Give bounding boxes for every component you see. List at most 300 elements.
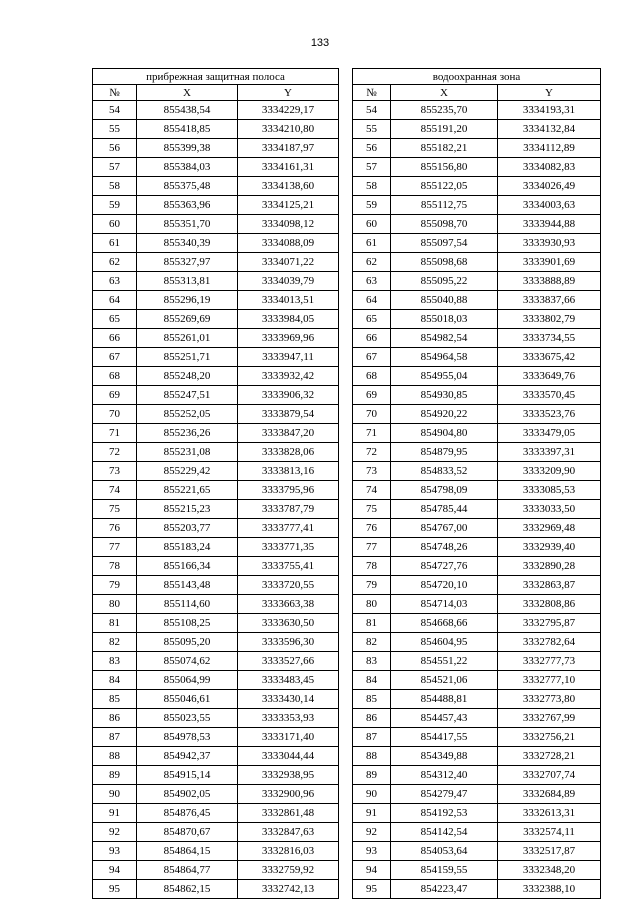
right-x-value: 854349,88	[391, 747, 498, 766]
right-point-number: 90	[353, 785, 391, 804]
column-gap	[339, 85, 353, 101]
left-point-number: 93	[93, 842, 137, 861]
right-y-value: 3332517,87	[498, 842, 601, 861]
table-row	[93, 101, 601, 120]
right-y-value: 3333901,69	[498, 253, 601, 272]
right-y-value: 3334193,31	[498, 101, 601, 120]
left-point-number: 82	[93, 633, 137, 652]
left-x-value: 855215,23	[137, 500, 238, 519]
left-x-value: 855229,42	[137, 462, 238, 481]
left-y-value: 3334071,22	[238, 253, 339, 272]
right-header-number: №	[353, 85, 391, 101]
left-y-value: 3332742,13	[238, 880, 339, 899]
left-x-value: 855313,81	[137, 272, 238, 291]
left-y-value: 3333630,50	[238, 614, 339, 633]
right-y-value: 3333734,55	[498, 329, 601, 348]
table-row	[93, 804, 601, 823]
right-y-value: 3332969,48	[498, 519, 601, 538]
left-x-value: 855166,34	[137, 557, 238, 576]
right-point-number: 55	[353, 120, 391, 139]
section-title-row	[93, 69, 601, 85]
right-x-value: 854920,22	[391, 405, 498, 424]
right-x-value: 855097,54	[391, 234, 498, 253]
left-x-value: 855375,48	[137, 177, 238, 196]
left-point-number: 91	[93, 804, 137, 823]
right-y-value: 3332684,89	[498, 785, 601, 804]
right-x-value: 855018,03	[391, 310, 498, 329]
left-x-value: 854942,37	[137, 747, 238, 766]
table-row	[93, 880, 601, 899]
table-row	[93, 405, 601, 424]
column-gap	[339, 424, 353, 443]
right-point-number: 87	[353, 728, 391, 747]
left-y-value: 3333720,55	[238, 576, 339, 595]
left-point-number: 85	[93, 690, 137, 709]
right-x-value: 854955,04	[391, 367, 498, 386]
left-y-value: 3333879,54	[238, 405, 339, 424]
column-gap	[339, 101, 353, 120]
table-row	[93, 481, 601, 500]
left-point-number: 63	[93, 272, 137, 291]
left-header-number: №	[93, 85, 137, 101]
left-y-value: 3333353,93	[238, 709, 339, 728]
left-point-number: 54	[93, 101, 137, 120]
left-point-number: 68	[93, 367, 137, 386]
column-gap	[339, 272, 353, 291]
left-x-value: 855269,69	[137, 310, 238, 329]
column-gap	[339, 291, 353, 310]
left-x-value: 854870,67	[137, 823, 238, 842]
column-gap	[339, 69, 353, 85]
right-x-value: 854904,80	[391, 424, 498, 443]
left-y-value: 3334210,80	[238, 120, 339, 139]
left-point-number: 77	[93, 538, 137, 557]
right-y-value: 3334082,83	[498, 158, 601, 177]
right-point-number: 91	[353, 804, 391, 823]
right-x-value: 855098,68	[391, 253, 498, 272]
table-row	[93, 443, 601, 462]
table-row	[93, 690, 601, 709]
right-point-number: 72	[353, 443, 391, 462]
left-point-number: 61	[93, 234, 137, 253]
left-y-value: 3334088,09	[238, 234, 339, 253]
right-x-value: 854142,54	[391, 823, 498, 842]
right-x-value: 854457,43	[391, 709, 498, 728]
left-y-value: 3333906,32	[238, 386, 339, 405]
right-y-value: 3333033,50	[498, 500, 601, 519]
right-y-value: 3332728,21	[498, 747, 601, 766]
table-row	[93, 557, 601, 576]
right-point-number: 68	[353, 367, 391, 386]
column-gap	[339, 823, 353, 842]
right-point-number: 73	[353, 462, 391, 481]
left-x-value: 854902,05	[137, 785, 238, 804]
right-point-number: 93	[353, 842, 391, 861]
right-point-number: 64	[353, 291, 391, 310]
right-y-value: 3334003,63	[498, 196, 601, 215]
left-x-value: 855221,65	[137, 481, 238, 500]
left-point-number: 87	[93, 728, 137, 747]
left-point-number: 56	[93, 139, 137, 158]
right-y-value: 3332782,64	[498, 633, 601, 652]
left-y-value: 3334161,31	[238, 158, 339, 177]
table-row	[93, 272, 601, 291]
table-row	[93, 424, 601, 443]
right-point-number: 95	[353, 880, 391, 899]
table-row	[93, 519, 601, 538]
right-point-number: 79	[353, 576, 391, 595]
right-x-value: 854279,47	[391, 785, 498, 804]
left-header-y: Y	[238, 85, 339, 101]
column-gap	[339, 804, 353, 823]
left-point-number: 60	[93, 215, 137, 234]
right-x-value: 854930,85	[391, 386, 498, 405]
column-gap	[339, 709, 353, 728]
right-section-title: водоохранная зона	[353, 69, 601, 85]
column-gap	[339, 576, 353, 595]
column-gap	[339, 500, 353, 519]
right-x-value: 855098,70	[391, 215, 498, 234]
left-y-value: 3333932,42	[238, 367, 339, 386]
right-x-value: 854668,66	[391, 614, 498, 633]
left-header-x: X	[137, 85, 238, 101]
coordinates-table	[92, 68, 601, 899]
left-y-value: 3332861,48	[238, 804, 339, 823]
right-y-value: 3333649,76	[498, 367, 601, 386]
table-row	[93, 253, 601, 272]
left-y-value: 3332900,96	[238, 785, 339, 804]
left-point-number: 58	[93, 177, 137, 196]
right-x-value: 854879,95	[391, 443, 498, 462]
left-point-number: 70	[93, 405, 137, 424]
left-x-value: 854978,53	[137, 728, 238, 747]
left-x-value: 855261,01	[137, 329, 238, 348]
table-row	[93, 861, 601, 880]
left-y-value: 3334125,21	[238, 196, 339, 215]
right-x-value: 854767,00	[391, 519, 498, 538]
right-point-number: 71	[353, 424, 391, 443]
left-point-number: 69	[93, 386, 137, 405]
table-row	[93, 576, 601, 595]
right-point-number: 94	[353, 861, 391, 880]
table-row	[93, 614, 601, 633]
left-x-value: 855095,20	[137, 633, 238, 652]
left-point-number: 67	[93, 348, 137, 367]
column-gap	[339, 633, 353, 652]
left-point-number: 71	[93, 424, 137, 443]
table-row	[93, 671, 601, 690]
right-y-value: 3333085,53	[498, 481, 601, 500]
right-point-number: 67	[353, 348, 391, 367]
left-x-value: 854864,15	[137, 842, 238, 861]
left-y-value: 3334187,97	[238, 139, 339, 158]
column-gap	[339, 443, 353, 462]
right-y-value: 3332348,20	[498, 861, 601, 880]
right-y-value: 3333944,88	[498, 215, 601, 234]
column-gap	[339, 253, 353, 272]
right-point-number: 81	[353, 614, 391, 633]
right-point-number: 66	[353, 329, 391, 348]
left-y-value: 3333984,05	[238, 310, 339, 329]
column-gap	[339, 538, 353, 557]
right-x-value: 855122,05	[391, 177, 498, 196]
column-gap	[339, 348, 353, 367]
right-point-number: 59	[353, 196, 391, 215]
left-y-value: 3333483,45	[238, 671, 339, 690]
right-x-value: 854223,47	[391, 880, 498, 899]
left-y-value: 3333171,40	[238, 728, 339, 747]
left-y-value: 3334039,79	[238, 272, 339, 291]
column-gap	[339, 481, 353, 500]
left-point-number: 72	[93, 443, 137, 462]
right-x-value: 854982,54	[391, 329, 498, 348]
right-y-value: 3332777,73	[498, 652, 601, 671]
table-row	[93, 386, 601, 405]
left-x-value: 855384,03	[137, 158, 238, 177]
table-row	[93, 747, 601, 766]
right-y-value: 3334112,89	[498, 139, 601, 158]
left-x-value: 855438,54	[137, 101, 238, 120]
column-gap	[339, 614, 353, 633]
left-x-value: 854862,15	[137, 880, 238, 899]
right-y-value: 3334132,84	[498, 120, 601, 139]
right-point-number: 61	[353, 234, 391, 253]
right-y-value: 3332795,87	[498, 614, 601, 633]
column-gap	[339, 747, 353, 766]
right-y-value: 3334026,49	[498, 177, 601, 196]
left-y-value: 3332938,95	[238, 766, 339, 785]
column-gap	[339, 785, 353, 804]
left-x-value: 855418,85	[137, 120, 238, 139]
left-x-value: 855247,51	[137, 386, 238, 405]
column-gap	[339, 690, 353, 709]
right-point-number: 60	[353, 215, 391, 234]
right-point-number: 92	[353, 823, 391, 842]
right-y-value: 3332777,10	[498, 671, 601, 690]
right-x-value: 854720,10	[391, 576, 498, 595]
right-header-x: X	[391, 85, 498, 101]
left-point-number: 86	[93, 709, 137, 728]
left-point-number: 74	[93, 481, 137, 500]
right-y-value: 3333675,42	[498, 348, 601, 367]
left-y-value: 3332816,03	[238, 842, 339, 861]
right-y-value: 3333802,79	[498, 310, 601, 329]
left-point-number: 66	[93, 329, 137, 348]
right-point-number: 83	[353, 652, 391, 671]
left-point-number: 95	[93, 880, 137, 899]
column-gap	[339, 842, 353, 861]
right-y-value: 3332574,11	[498, 823, 601, 842]
right-y-value: 3332773,80	[498, 690, 601, 709]
right-point-number: 62	[353, 253, 391, 272]
left-point-number: 75	[93, 500, 137, 519]
page-number: 133	[310, 37, 330, 49]
left-point-number: 57	[93, 158, 137, 177]
left-x-value: 855251,71	[137, 348, 238, 367]
left-x-value: 855327,97	[137, 253, 238, 272]
right-point-number: 74	[353, 481, 391, 500]
left-point-number: 73	[93, 462, 137, 481]
right-point-number: 78	[353, 557, 391, 576]
right-header-y: Y	[498, 85, 601, 101]
column-gap	[339, 766, 353, 785]
right-x-value: 854312,40	[391, 766, 498, 785]
left-y-value: 3334013,51	[238, 291, 339, 310]
left-point-number: 81	[93, 614, 137, 633]
right-x-value: 854053,64	[391, 842, 498, 861]
left-point-number: 55	[93, 120, 137, 139]
left-section-title: прибрежная защитная полоса	[93, 69, 339, 85]
left-point-number: 79	[93, 576, 137, 595]
left-y-value: 3333755,41	[238, 557, 339, 576]
right-x-value: 854714,03	[391, 595, 498, 614]
left-x-value: 855143,48	[137, 576, 238, 595]
right-y-value: 3332808,86	[498, 595, 601, 614]
table-row	[93, 158, 601, 177]
right-x-value: 854785,44	[391, 500, 498, 519]
left-point-number: 92	[93, 823, 137, 842]
left-point-number: 88	[93, 747, 137, 766]
left-point-number: 84	[93, 671, 137, 690]
right-y-value: 3333209,90	[498, 462, 601, 481]
left-x-value: 855231,08	[137, 443, 238, 462]
right-point-number: 65	[353, 310, 391, 329]
right-point-number: 75	[353, 500, 391, 519]
column-header-row	[93, 85, 601, 101]
table-row	[93, 310, 601, 329]
table-row	[93, 766, 601, 785]
column-gap	[339, 234, 353, 253]
column-gap	[339, 557, 353, 576]
column-gap	[339, 310, 353, 329]
left-point-number: 90	[93, 785, 137, 804]
right-x-value: 855112,75	[391, 196, 498, 215]
table-row	[93, 595, 601, 614]
column-gap	[339, 177, 353, 196]
column-gap	[339, 158, 353, 177]
left-x-value: 855023,55	[137, 709, 238, 728]
left-x-value: 855351,70	[137, 215, 238, 234]
left-x-value: 855399,38	[137, 139, 238, 158]
right-point-number: 54	[353, 101, 391, 120]
right-x-value: 854604,95	[391, 633, 498, 652]
left-point-number: 80	[93, 595, 137, 614]
left-y-value: 3333771,35	[238, 538, 339, 557]
left-x-value: 855248,20	[137, 367, 238, 386]
right-x-value: 854833,52	[391, 462, 498, 481]
table-row	[93, 215, 601, 234]
right-point-number: 76	[353, 519, 391, 538]
left-point-number: 64	[93, 291, 137, 310]
column-gap	[339, 671, 353, 690]
right-y-value: 3333523,76	[498, 405, 601, 424]
table-row	[93, 234, 601, 253]
left-y-value: 3333044,44	[238, 747, 339, 766]
column-gap	[339, 462, 353, 481]
right-x-value: 854488,81	[391, 690, 498, 709]
right-y-value: 3333930,93	[498, 234, 601, 253]
right-point-number: 82	[353, 633, 391, 652]
right-y-value: 3333837,66	[498, 291, 601, 310]
column-gap	[339, 196, 353, 215]
table-row	[93, 348, 601, 367]
right-y-value: 3332756,21	[498, 728, 601, 747]
column-gap	[339, 386, 353, 405]
left-point-number: 94	[93, 861, 137, 880]
table-row	[93, 709, 601, 728]
right-y-value: 3333570,45	[498, 386, 601, 405]
right-point-number: 56	[353, 139, 391, 158]
left-y-value: 3333969,96	[238, 329, 339, 348]
left-point-number: 76	[93, 519, 137, 538]
left-x-value: 854915,14	[137, 766, 238, 785]
left-y-value: 3333787,79	[238, 500, 339, 519]
left-y-value: 3333663,38	[238, 595, 339, 614]
left-x-value: 855296,19	[137, 291, 238, 310]
table-row	[93, 367, 601, 386]
right-point-number: 57	[353, 158, 391, 177]
right-point-number: 63	[353, 272, 391, 291]
left-y-value: 3332847,63	[238, 823, 339, 842]
table-row	[93, 823, 601, 842]
left-y-value: 3333777,41	[238, 519, 339, 538]
right-x-value: 854748,26	[391, 538, 498, 557]
left-x-value: 855108,25	[137, 614, 238, 633]
right-y-value: 3333888,89	[498, 272, 601, 291]
column-gap	[339, 329, 353, 348]
left-point-number: 59	[93, 196, 137, 215]
right-x-value: 855156,80	[391, 158, 498, 177]
right-x-value: 854417,55	[391, 728, 498, 747]
column-gap	[339, 405, 353, 424]
left-x-value: 855064,99	[137, 671, 238, 690]
table-row	[93, 139, 601, 158]
right-y-value: 3332890,28	[498, 557, 601, 576]
table-row	[93, 462, 601, 481]
table-row	[93, 500, 601, 519]
left-y-value: 3332759,92	[238, 861, 339, 880]
column-gap	[339, 652, 353, 671]
table-row	[93, 196, 601, 215]
right-x-value: 854521,06	[391, 671, 498, 690]
right-point-number: 89	[353, 766, 391, 785]
table-row	[93, 177, 601, 196]
table-row	[93, 652, 601, 671]
column-gap	[339, 728, 353, 747]
left-y-value: 3333828,06	[238, 443, 339, 462]
right-point-number: 88	[353, 747, 391, 766]
right-x-value: 854727,76	[391, 557, 498, 576]
left-y-value: 3333813,16	[238, 462, 339, 481]
right-point-number: 86	[353, 709, 391, 728]
left-x-value: 855114,60	[137, 595, 238, 614]
right-point-number: 69	[353, 386, 391, 405]
table-row	[93, 633, 601, 652]
right-point-number: 58	[353, 177, 391, 196]
left-y-value: 3334229,17	[238, 101, 339, 120]
column-gap	[339, 519, 353, 538]
right-y-value: 3332863,87	[498, 576, 601, 595]
table-row	[93, 291, 601, 310]
left-point-number: 89	[93, 766, 137, 785]
right-x-value: 855191,20	[391, 120, 498, 139]
right-y-value: 3333397,31	[498, 443, 601, 462]
right-y-value: 3332939,40	[498, 538, 601, 557]
left-point-number: 65	[93, 310, 137, 329]
left-y-value: 3333430,14	[238, 690, 339, 709]
left-y-value: 3333527,66	[238, 652, 339, 671]
right-y-value: 3333479,05	[498, 424, 601, 443]
